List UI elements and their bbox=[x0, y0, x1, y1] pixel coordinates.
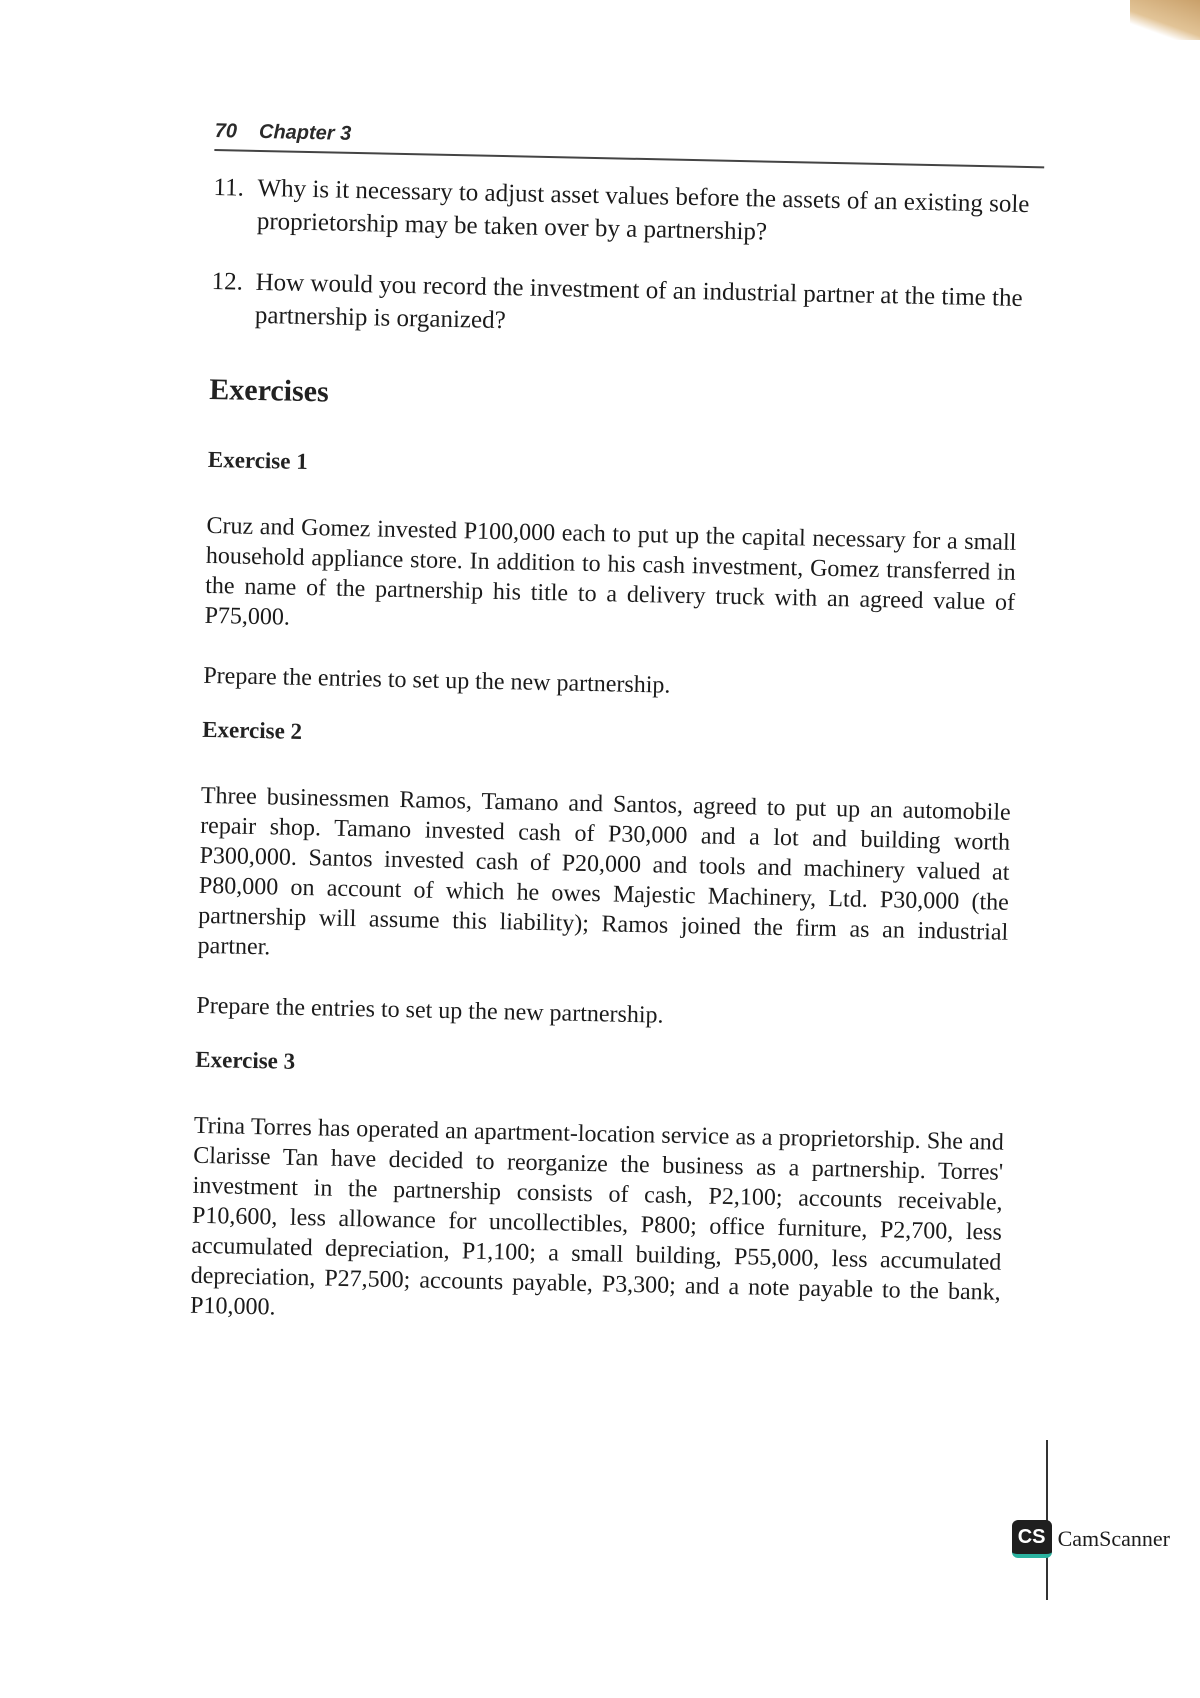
camscanner-watermark bbox=[1012, 1520, 1170, 1558]
exercise-1-title: Exercise 1 bbox=[207, 446, 308, 475]
exercise-1-instruction: Prepare the entries to set up the new partnership. bbox=[203, 662, 671, 699]
exercises-heading: Exercises bbox=[209, 372, 330, 409]
exercise-3-title: Exercise 3 bbox=[195, 1046, 296, 1074]
question-number: 12. bbox=[211, 267, 244, 296]
question-number: 11. bbox=[213, 173, 245, 202]
page-number: 70 bbox=[214, 120, 238, 143]
chapter-label: Chapter 3 bbox=[258, 120, 352, 145]
question-text: Why is it necessary to adjust asset values before the assets of an existing sole proprietorship may be taken over by a partnership? bbox=[256, 174, 1030, 246]
exercise-2-instruction: Prepare the entries to set up the new partnership. bbox=[196, 992, 664, 1029]
camscanner-logo-icon: CS bbox=[1012, 1520, 1052, 1558]
exercise-1-body: Cruz and Gomez invested P100,000 each to put up the capital necessary for a small household appliance store. In addition to his cash investment, Gomez transferred in the name of the partnership his title to a delivery truck with an agreed value of P75,000. bbox=[204, 512, 1017, 631]
page-corner-shadow bbox=[1130, 0, 1200, 40]
question-text: How would you record the investment of an industrial partner at the time the partnership is organized? bbox=[254, 268, 1023, 335]
camscanner-label: CamScanner bbox=[1057, 1526, 1170, 1551]
question-11 bbox=[213, 171, 1144, 256]
document-page bbox=[190, 120, 1145, 1340]
page-header bbox=[215, 120, 1145, 162]
question-12 bbox=[211, 265, 1142, 350]
exercise-2-body: Three businessmen Ramos, Tamano and Santos, agreed to put up an automobile repair shop. Tamano invested cash of P30,000 and a lot and building worth P300,000. Santos invested cash of P20,000 and tools and machinery valued at P80,000 on account of which he owes Majestic Machinery, Ltd. P30,000 (the partnership will assume this liability); Ramos joined the firm as an industrial partner. bbox=[197, 782, 1011, 961]
exercise-2-title: Exercise 2 bbox=[201, 716, 303, 744]
exercise-3-body: Trina Torres has operated an apartment-location service as a proprietorship. She and Clarisse Tan have decided to reorganize the business as a partnership. Torres' investment in the partnership consists of cash, P2,100; accounts receivable, P10,600, less allowance for uncollectibles, P800; office furniture, P2,700, less accumulated depreciation, P1,100; a small building, P55,000, less accumulated depreciation, P27,500; accounts payable, P3,300; and a note payable to the bank, P10,000. bbox=[189, 1112, 1005, 1321]
